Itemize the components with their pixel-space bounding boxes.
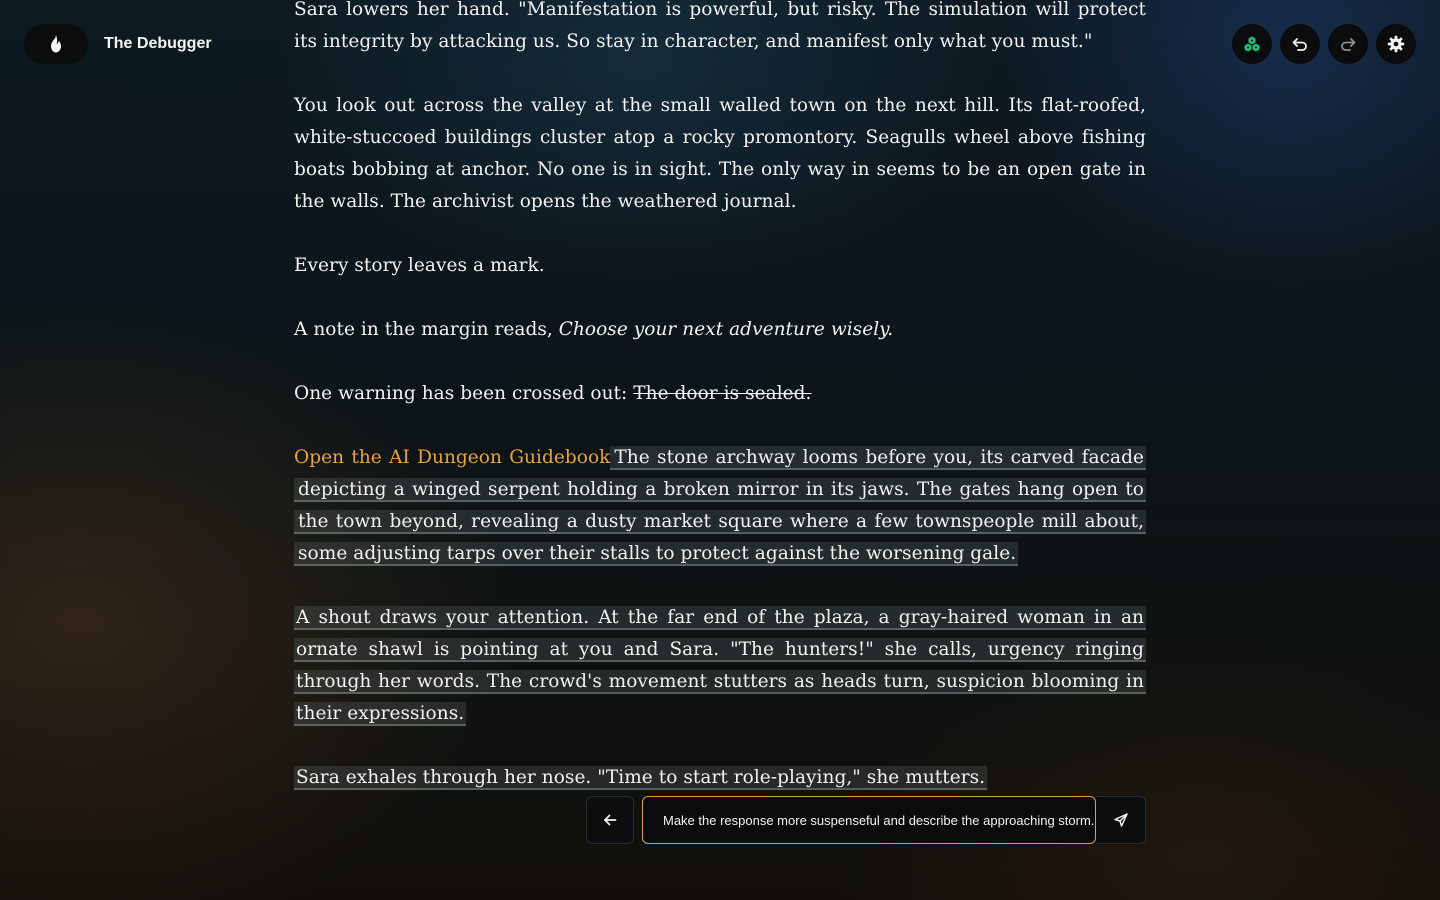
story-paragraph: You look out across the valley at the small walled town on the next hill. Its flat-roofed, white-stuccoed buildings cluster atop a rocky promontory. Seagulls wheel above fishing boats bobbing at anchor. No one is in sight. The only way in seems to be an open gate in the walls. The archivist opens the weathered journal. [294,95,1146,212]
story-paragraph: Every story leaves a mark. [294,255,545,276]
margin-note-paragraph [294,314,1146,346]
crossed-out-warning: The door is sealed. [633,383,812,404]
send-button[interactable] [1096,796,1146,844]
guidebook-link[interactable]: Open the AI Dungeon Guidebook [294,447,611,468]
back-button[interactable] [586,796,634,844]
redo-icon [1339,35,1357,53]
redo-button[interactable] [1328,24,1368,64]
header-actions [1232,24,1416,64]
action-input[interactable]: Make the response more suspenseful and describe the approaching storm. [642,796,1096,844]
dice-cluster-icon [1243,35,1261,53]
settings-button[interactable] [1376,24,1416,64]
adventure-title: The Debugger [104,35,212,52]
new-response-paragraph [294,442,1146,570]
undo-icon [1291,35,1309,53]
story-paragraph: Sara lowers her hand. "Manifestation is powerful, but risky. The simulation will protect its integrity by attacking us. So stay in character, and manifest only what you must." [294,0,1146,52]
send-icon [1113,812,1129,828]
story-output [294,0,1146,826]
undo-button[interactable] [1280,24,1320,64]
margin-note-italic: Choose your next adventure wisely. [558,319,894,340]
highlighted-response-text: A shout draws your attention. At the far end of the plaza, a gray-haired woman in an ornate shawl is pointing at you and Sara. "The hunters!" she calls, urgency ringing through her words. The crowd's movement stutters as heads turn, suspicion blooming in their expressions. [296,607,1144,724]
gear-icon [1387,35,1405,53]
new-response-paragraph [294,762,1146,794]
flame-icon [48,34,64,54]
story-cards-button[interactable] [1232,24,1272,64]
brand [24,24,212,64]
action-input-bar [586,796,1146,844]
crossed-warning-paragraph [294,378,1146,410]
highlighted-response-text: Sara exhales through her nose. "Time to start role-playing," she mutters. [296,767,986,788]
arrow-left-icon [602,812,618,828]
highlighted-response-text: The stone archway looms before you, its carved facade depicting a winged serpent holding a broken mirror in its jaws. The gates hang open to the town beyond, revealing a dusty market square where a few townspeople mill about, some adjusting tarps over their stalls to protect against the worsening gale. [294,446,1146,566]
logo-button[interactable] [24,24,88,64]
warning-prefix: One warning has been crossed out: [294,383,634,404]
new-response-paragraph [294,602,1146,730]
margin-note-prefix: A note in the margin reads, [294,319,559,340]
